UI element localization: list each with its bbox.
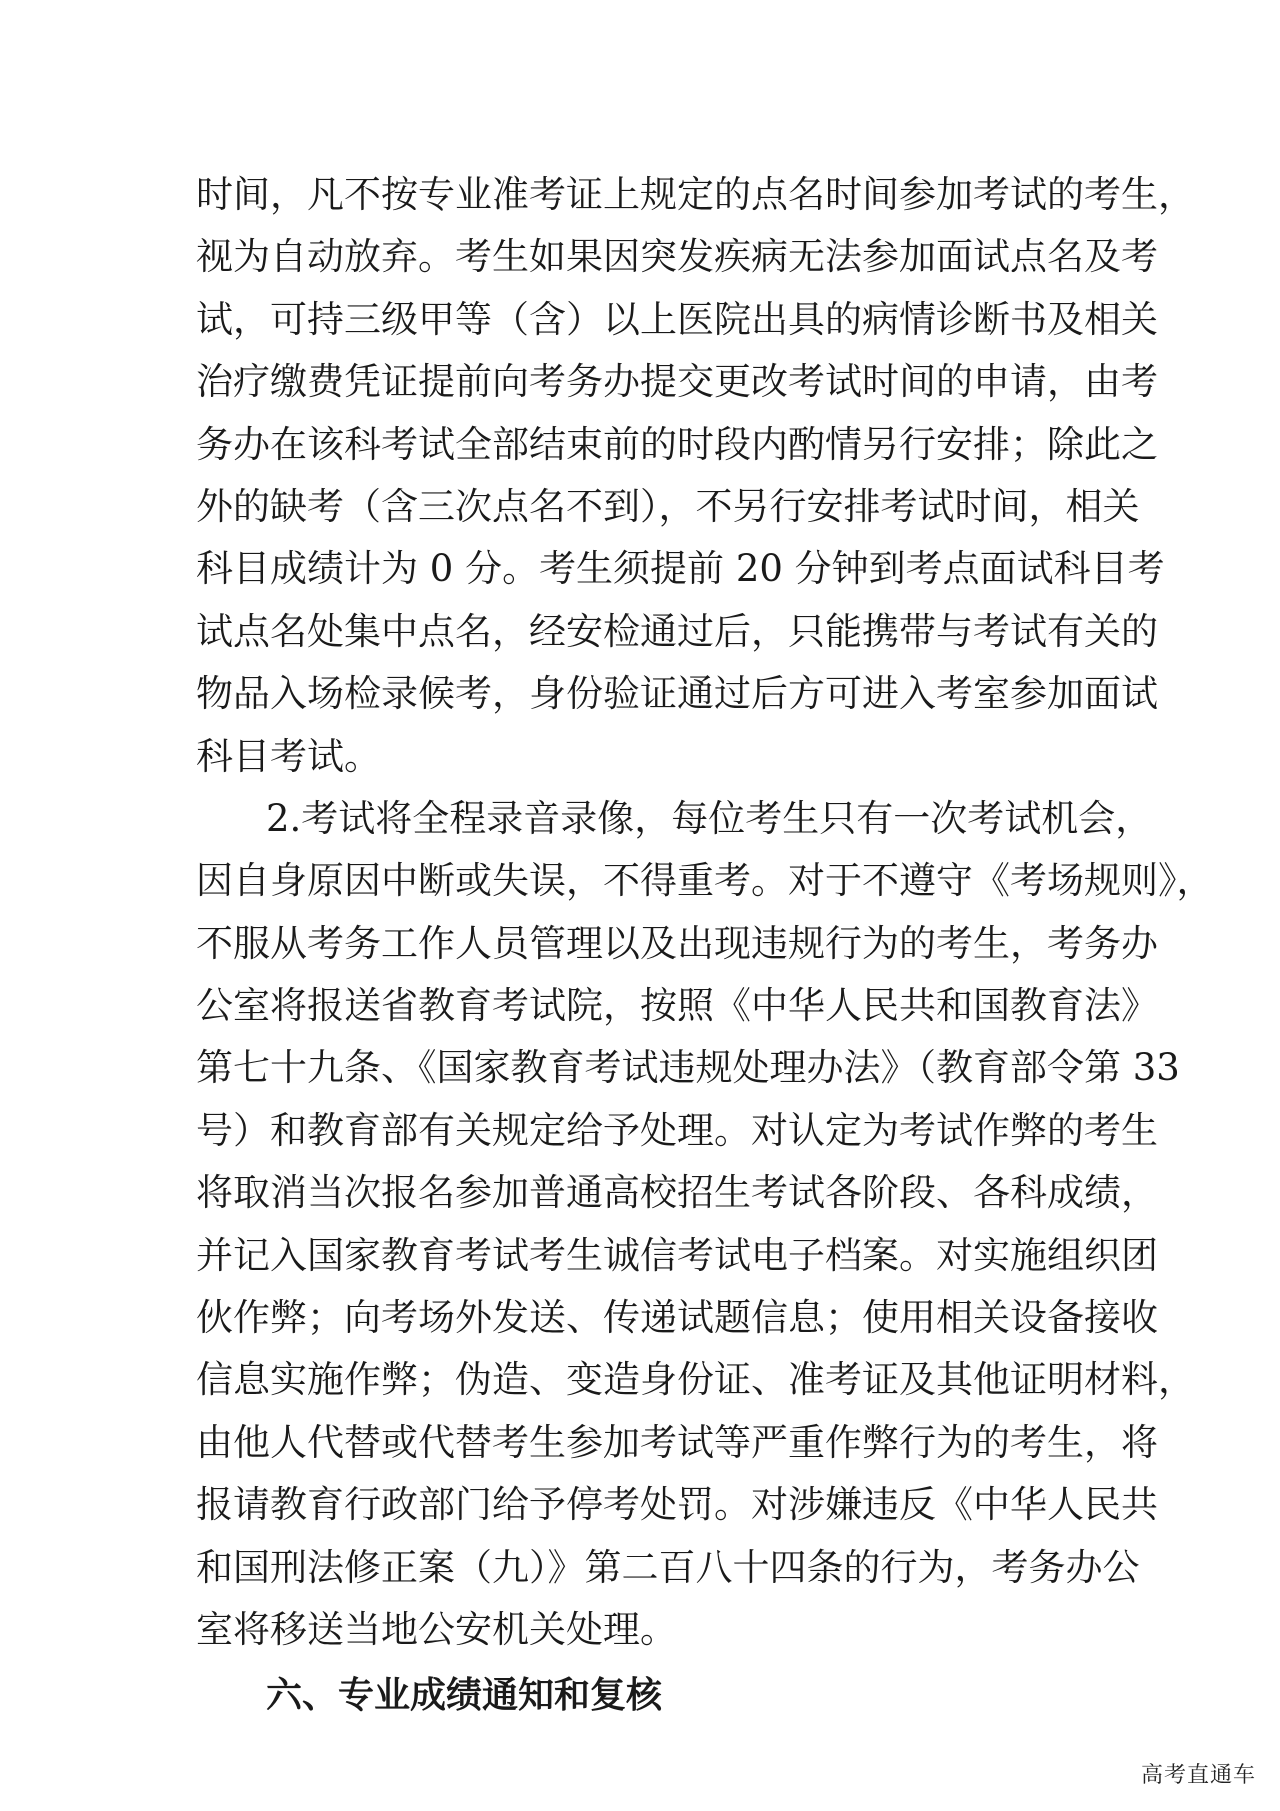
text-line: 报请教育行政部门给予停考处罚。对涉嫌违反《中华人民共 — [196, 1483, 1158, 1527]
text-line: 室将移送当地公安机关处理。 — [196, 1607, 677, 1651]
text-line: 号）和教育部有关规定给予处理。对认定为考试作弊的考生 — [196, 1108, 1158, 1152]
text-line: 信息实施作弊；伪造、变造身份证、准考证及其他证明材料， — [196, 1358, 1195, 1402]
text-line: 和国刑法修正案（九）》第二百八十四条的行为，考务办公 — [196, 1545, 1140, 1589]
text-line: 科目成绩计为 0 分。考生须提前 20 分钟到考点面试科目考 — [196, 547, 1165, 591]
text-line: 视为自动放弃。考生如果因突发疾病无法参加面试点名及考 — [196, 235, 1158, 279]
text-line: 伙作弊；向考场外发送、传递试题信息；使用相关设备接收 — [196, 1296, 1158, 1340]
text-line: 由他人代替或代替考生参加考试等严重作弊行为的考生，将 — [196, 1420, 1158, 1464]
text-line: 外的缺考（含三次点名不到），不另行安排考试时间，相关 — [196, 484, 1140, 528]
paragraph-exam-absence — [196, 164, 1195, 788]
text-line: 公室将报送省教育考试院，按照《中华人民共和国教育法》 — [196, 984, 1158, 1028]
paragraph-exam-rules — [196, 788, 1214, 1661]
document-body — [196, 164, 1214, 1728]
section-heading: 六、专业成绩通知和复核 — [266, 1675, 663, 1717]
text-line: 并记入国家教育考试考生诚信考试电子档案。对实施组织团 — [196, 1233, 1158, 1277]
text-line: 试点名处集中点名，经安检通过后，只能携带与考试有关的 — [196, 609, 1158, 653]
text-line: 治疗缴费凭证提前向考务办提交更改考试时间的申请，由考 — [196, 360, 1158, 404]
text-line: 因自身原因中断或失误，不得重考。对于不遵守《考场规则》， — [196, 859, 1214, 903]
text-line: 2.考试将全程录音录像，每位考生只有一次考试机会， — [266, 796, 1153, 840]
text-line: 物品入场检录候考，身份验证通过后方可进入考室参加面试 — [196, 672, 1158, 716]
text-line: 第七十九条、《国家教育考试违规处理办法》（教育部令第 33 — [196, 1046, 1180, 1090]
watermark-label: 高考直通车 — [1140, 1763, 1256, 1788]
text-line: 将取消当次报名参加普通高校招生考试各阶段、各科成绩， — [196, 1171, 1158, 1215]
text-line: 时间，凡不按专业准考证上规定的点名时间参加考试的考生， — [196, 173, 1195, 216]
text-line: 试，可持三级甲等（含）以上医院出具的病情诊断书及相关 — [196, 297, 1158, 341]
text-line: 务办在该科考试全部结束前的时段内酌情另行安排；除此之 — [196, 422, 1158, 466]
text-line: 科目考试。 — [196, 734, 381, 778]
text-line: 不服从考务工作人员管理以及出现违规行为的考生，考务办 — [196, 921, 1158, 965]
